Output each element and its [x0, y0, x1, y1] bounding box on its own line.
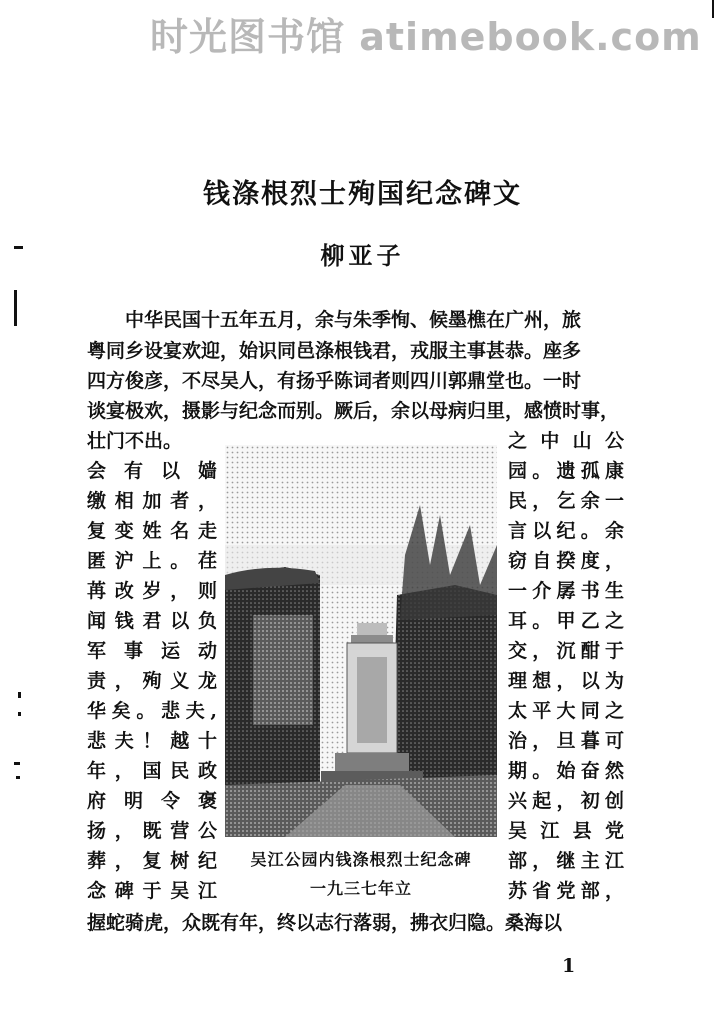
- body-line: 中华民国十五年五月，余与朱季恂、候墨樵在广州，旅: [87, 309, 582, 331]
- right-column-line: 苏省党部，: [508, 880, 624, 902]
- left-column-line: 苒改岁，则: [87, 580, 217, 602]
- left-column-line: 悲夫！越十: [87, 730, 217, 752]
- scan-artifact: [712, 0, 714, 18]
- left-column-line: 府明令褒: [87, 790, 217, 812]
- right-column-line: 兴起，初创: [508, 790, 624, 812]
- author-name: 柳亚子: [320, 241, 405, 270]
- right-column-line: 交，沉酣于: [508, 640, 624, 662]
- left-column-line: 念碑于吴江: [87, 880, 217, 902]
- left-column-line: 责，殉义龙: [87, 670, 217, 692]
- left-column-line: 壮门不出。: [87, 430, 183, 452]
- scan-artifact: [14, 246, 23, 249]
- scan-artifact: [14, 290, 17, 326]
- left-column-line: 华矣。悲夫,: [87, 700, 217, 722]
- left-column-line: 闻钱君以负: [87, 610, 217, 632]
- right-column-line: 一介孱书生: [508, 580, 624, 602]
- left-column-line: 匿沪上。荏: [87, 550, 217, 572]
- scan-artifact: [18, 712, 21, 716]
- photo-caption-date: 一九三七年立: [309, 879, 412, 898]
- scan-artifact: [18, 692, 21, 698]
- right-column-line: 之中山公: [508, 430, 624, 452]
- right-column-line: 治，旦暮可: [508, 730, 624, 752]
- left-column-line: 缴相加者，: [87, 490, 217, 512]
- right-column-line: 言以纪。余: [508, 520, 624, 542]
- photo-caption: 吴江公园内钱涤根烈士纪念碑: [250, 850, 472, 869]
- memorial-photo: [225, 445, 497, 837]
- body-line: 谈宴极欢，摄影与纪念而别。厥后，余以母病归里，感愤时事，: [87, 400, 620, 422]
- scan-artifact: [14, 762, 20, 765]
- left-text-column: [87, 426, 217, 906]
- right-column-line: 理想，以为: [508, 670, 624, 692]
- right-column-line: 窃自揆度，: [508, 550, 624, 572]
- right-column-line: 太平大同之: [508, 700, 624, 722]
- right-column-line: 期。始奋然: [508, 760, 624, 782]
- right-text-column: [508, 426, 624, 906]
- watermark: 时光图书馆 atimebook.com: [150, 15, 702, 59]
- right-column-line: 吴江县党: [508, 820, 624, 842]
- left-column-line: 军事运动: [87, 640, 217, 662]
- body-line: 粤同乡设宴欢迎，始识同邑涤根钱君，戎服主事甚恭。座多: [87, 340, 582, 362]
- left-column-line: 葬，复树纪: [87, 850, 217, 872]
- body-line: 握蛇骑虎，众既有年，终以志行落弱，拂衣归隐。桑海以: [87, 912, 563, 934]
- left-column-line: 复变姓名走: [87, 520, 217, 542]
- right-column-line: 部，继主江: [508, 850, 624, 872]
- left-column-line: 年，国民政: [87, 760, 217, 782]
- page-number: 1: [562, 955, 576, 977]
- article-title: 钱涤根烈士殉国纪念碑文: [203, 179, 522, 210]
- left-column-line: 会有以嫱: [87, 460, 217, 482]
- body-line: 四方俊彦，不尽吴人，有扬乎陈词者则四川郭鼎堂也。一时: [87, 370, 582, 392]
- scan-artifact: [16, 776, 20, 779]
- right-column-line: 园。遗孤康: [508, 460, 624, 482]
- left-column-line: 扬，既营公: [87, 820, 217, 842]
- right-column-line: 耳。甲乙之: [508, 610, 624, 632]
- right-column-line: 民，乞余一: [508, 490, 624, 512]
